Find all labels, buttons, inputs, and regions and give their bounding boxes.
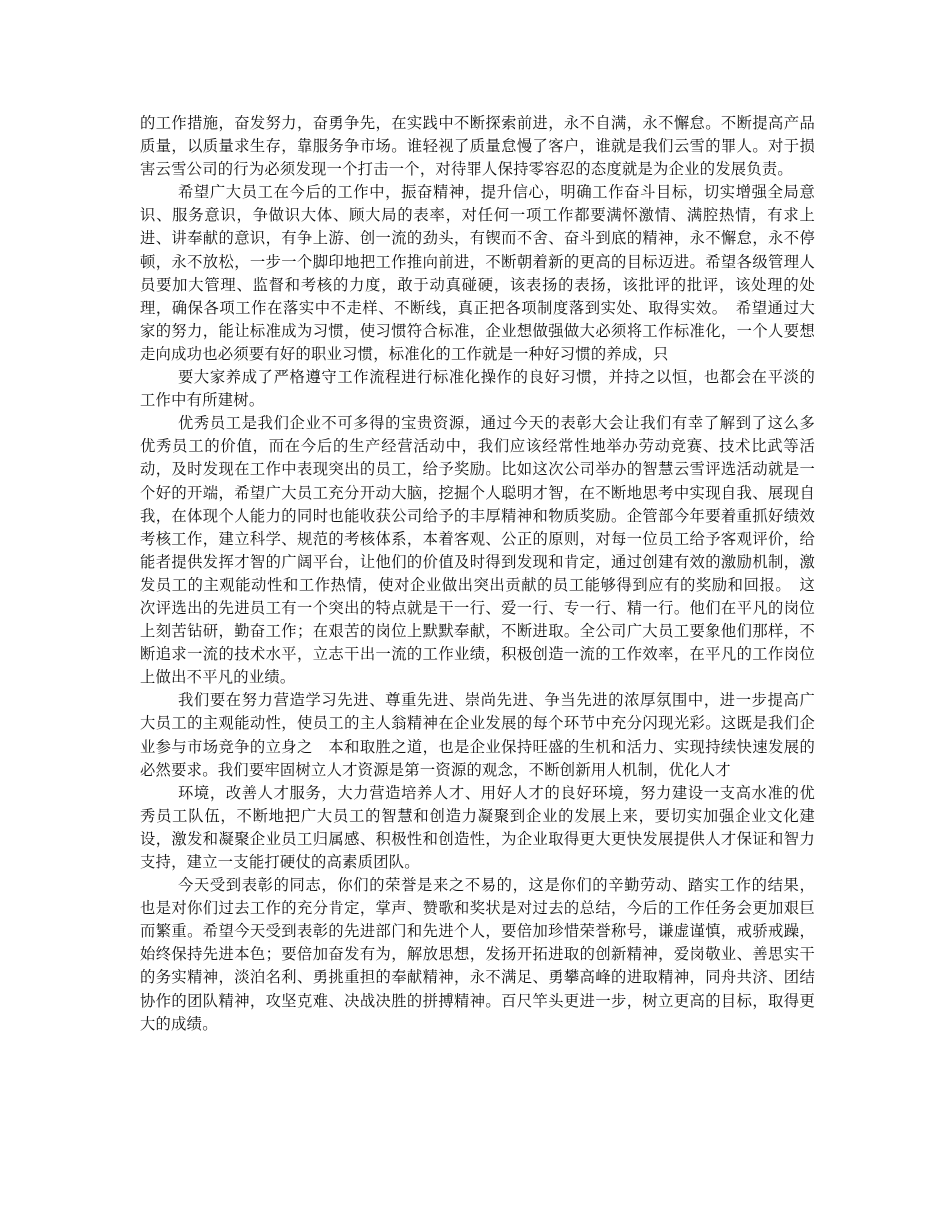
- paragraph-7: 今天受到表彰的同志，你们的荣誉是来之不易的，这是你们的辛勤劳动、踏实工作的结果，也是对你们过去工作的充分肯定，掌声、赞歌和奖状是对过去的总结，今后的工作任务会更加艰巨而繁重。希望今天受到表彰的先进部门和先进个人，要倍加珍惜荣誉称号，谦虚谨慎，戒骄戒躁，始终保持先进本色；要倍加奋发有为，解放思想，发扬开拓进取的创新精神，爱岗敬业、善思实干的务实精神，淡泊名利、勇挑重担的奉献精神，永不满足、勇攀高峰的进取精神，同舟共济、团结协作的团队精神，攻坚克难、决战决胜的拼搏精神。百尺竿头更进一步，树立更高的目标，取得更大的成绩。: [140, 876, 815, 1033]
- paragraph-6: 环境，改善人才服务，大力营造培养人才、用好人才的良好环境，努力建设一支高水准的优秀员工队伍，不断地把广大员工的智慧和创造力凝聚到企业的发展上来，要切实加强企业文化建设，激发和凝聚企业员工归属感、积极性和创造性，为企业取得更大更快发展提供人才保证和智力支持，建立一支能打硬仗的高素质团队。: [140, 783, 815, 871]
- paragraph-3: 要大家养成了严格遵守工作流程进行标准化操作的良好习惯，并持之以恒，也都会在平淡的工作中有所建树。: [140, 368, 815, 410]
- paragraph-2: 希望广大员工在今后的工作中，振奋精神，提升信心，明确工作奋斗目标，切实增强全局意识、服务意识，争做识大体、顾大局的表率，对任何一项工作都要满怀激情、满腔热情，有求上进、讲奉献的意识，有争上游、创一流的劲头，有锲而不舍、奋斗到底的精神，永不懈怠，永不停顿，永不放松，一步一个脚印地把工作推向前进，不断朝着新的更高的目标迈进。希望各级管理人员要加大管理、监督和考核的力度，敢于动真碰硬，该表扬的表扬，该批评的批评，该处理的处理，确保各项工作在落实中不走样、不断线，真正把各项制度落到实处、取得实效。 希望通过大家的努力，能让标准成为习惯，使习惯符合标准，企业想做强做大必须将工作标准化，一个人要想走向成功也必须要有好的职业习惯，标准化的工作就是一种好习惯的养成，只: [140, 183, 815, 363]
- paragraph-5: 我们要在努力营造学习先进、尊重先进、崇尚先进、争当先进的浓厚氛围中，进一步提高广大员工的主观能动性，使员工的主人翁精神在企业发展的每个环节中充分闪现光彩。这既是我们企业参与市场竞争的立身之 本和取胜之道，也是企业保持旺盛的生机和活力、实现持续快速发展的必然要求。我们要牢固树立人才资源是第一资源的观念，不断创新用人机制，优化人才: [140, 691, 815, 779]
- paragraph-1: 的工作措施，奋发努力，奋勇争先，在实践中不断探索前进，永不自满，永不懈怠。不断提高产品质量，以质量求生存，靠服务争市场。谁轻视了质量怠慢了客户，谁就是我们云雪的罪人。对于损害云雪公司的行为必须发现一个打击一个，对待罪人保持零容忍的态度就是为企业的发展负责。: [140, 114, 815, 179]
- document-body: [140, 112, 815, 1036]
- paragraph-4: 优秀员工是我们企业不可多得的宝贵资源，通过今天的表彰大会让我们有幸了解到了这么多优秀员工的价值，而在今后的生产经营活动中，我们应该经常性地举办劳动竞赛、技术比武等活动，及时发现在工作中表现突出的员工，给予奖励。比如这次公司举办的智慧云雪评选活动就是一个好的开端，希望广大员工充分开动大脑，挖掘个人聪明才智，在不断地思考中实现自我、展现自我，在体现个人能力的同时也能收获公司给予的丰厚精神和物质奖励。企管部今年要着重抓好绩效考核工作，建立科学、规范的考核体系，本着客观、公正的原则，对每一位员工给予客观评价，给能者提供发挥才智的广阔平台，让他们的价值及时得到发现和肯定，通过创建有效的激励机制，激发员工的主观能动性和工作热情，使对企业做出突出贡献的员工能够得到应有的奖励和回报。 这次评选出的先进员工有一个突出的特点就是干一行、爱一行、专一行、精一行。他们在平凡的岗位上刻苦钻研，勤奋工作；在艰苦的岗位上默默奉献，不断进取。全公司广大员工要象他们那样，不断追求一流的技术水平，立志干出一流的工作业绩，积极创造一流的工作效率，在平凡的工作岗位上做出不平凡的业绩。: [140, 414, 815, 687]
